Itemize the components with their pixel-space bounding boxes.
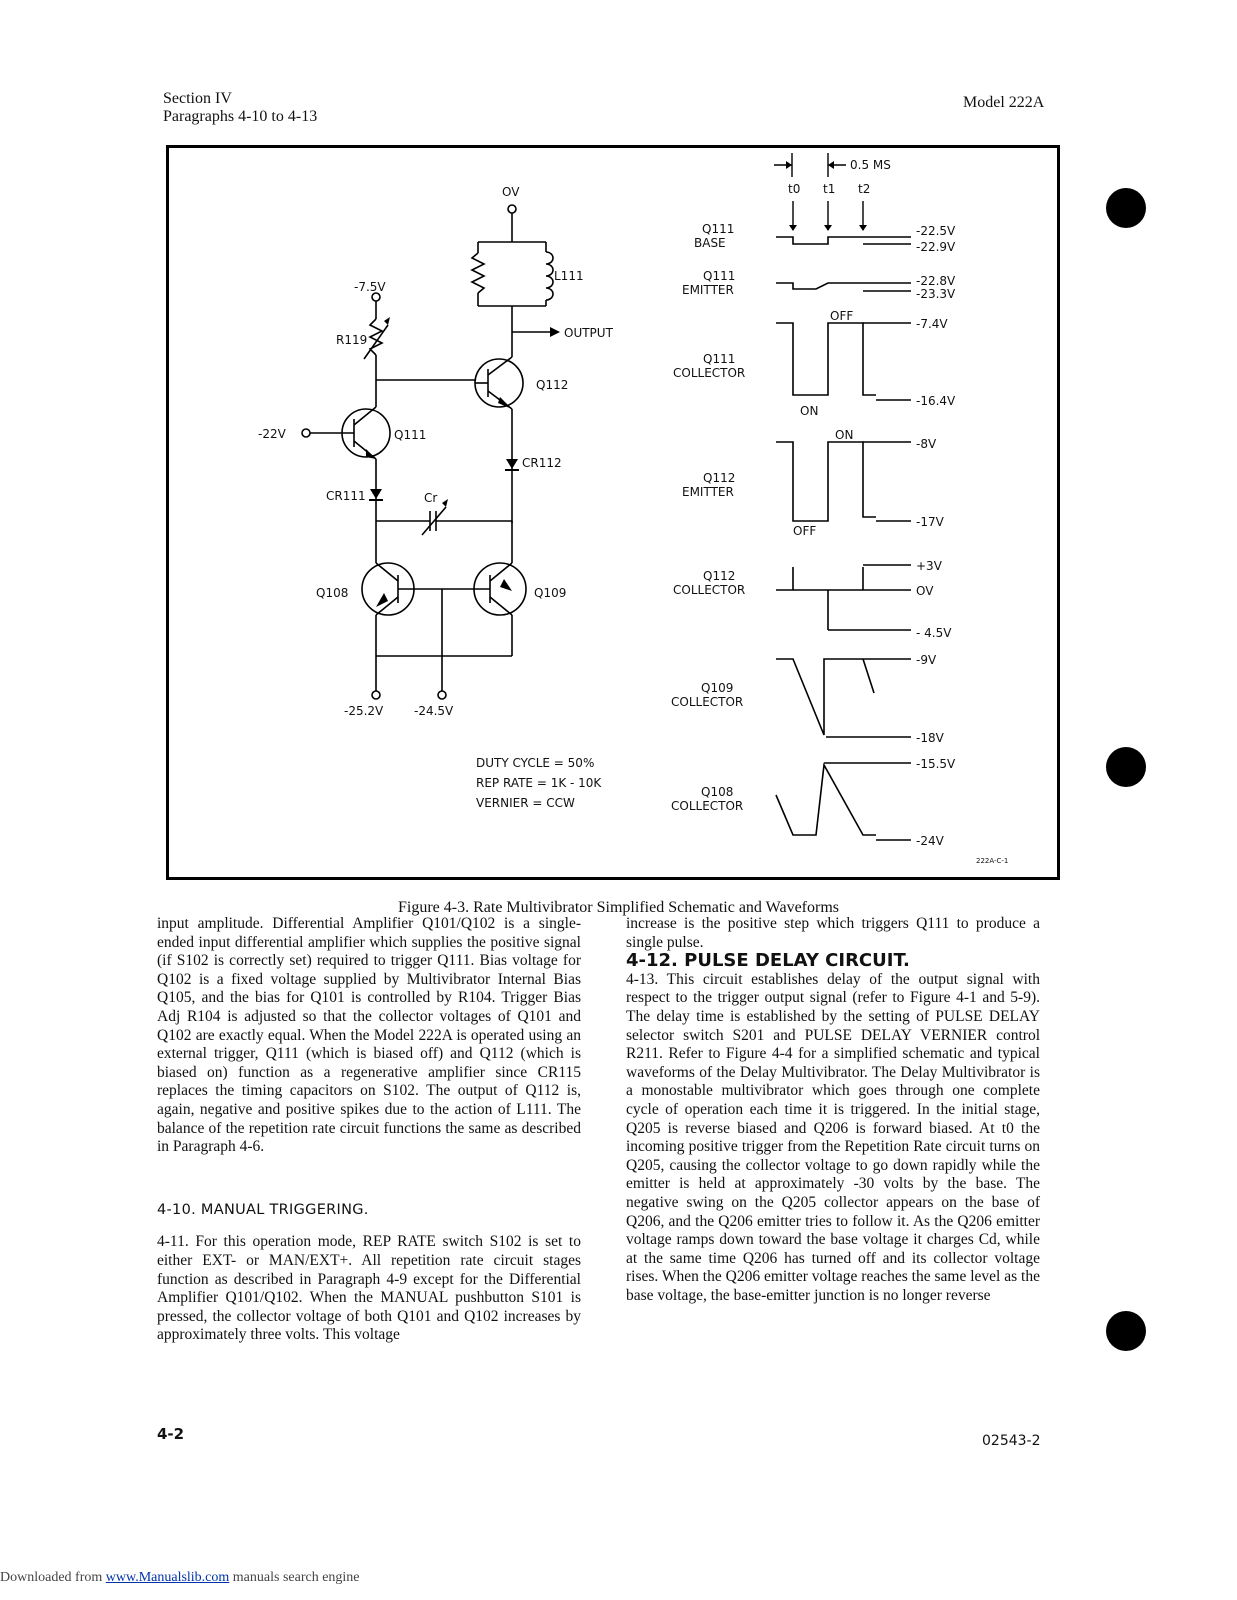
label-q109-collector-2: COLLECTOR [671, 695, 744, 709]
label-q111-collector-2: COLLECTOR [673, 366, 746, 380]
level-q112-emitter-low: -17V [916, 515, 944, 529]
wave-q111-collector [776, 323, 876, 395]
binder-hole [1106, 747, 1146, 787]
footer-prefix: Downloaded from [0, 1570, 106, 1585]
label-q112-emitter-2: EMITTER [682, 485, 734, 499]
heading-4-12: 4-12. PULSE DELAY CIRCUIT. [626, 950, 910, 972]
label-r119: R119 [336, 333, 368, 347]
label-q109-collector-1: Q109 [701, 681, 734, 695]
level-q112-collector-high: +3V [916, 559, 942, 573]
state-q111-on: ON [800, 404, 819, 418]
doc-number: 02543-2 [982, 1433, 1041, 1449]
manualslib-link[interactable]: www.Manualslib.com [105, 1570, 230, 1585]
label-q112-emitter-1: Q112 [703, 471, 736, 485]
cr111-diode [370, 489, 382, 499]
wave-q111-base [776, 237, 863, 244]
wave-q111-emitter [776, 283, 863, 289]
label-q111-base-2: BASE [694, 236, 726, 250]
label-neg252: -25.2V [344, 704, 384, 718]
label-t1: t1 [823, 182, 836, 196]
label-duty-cycle: DUTY CYCLE = 50% [476, 756, 595, 770]
waveform-traces [776, 237, 911, 840]
label-vernier: VERNIER = CCW [476, 796, 575, 810]
label-l111: L111 [554, 269, 584, 283]
paragraph-4-13: 4-13. This circuit establishes delay of the output signal with respect to the trigger output signal (refer to Figure 4-1 and 5-9). The delay time is established by the setting of PULSE DELAY selector switch S201 and PULSE DELAY VERNIER control R211. Refer to Figure 4-4 for a simplified schematic and typical waveforms of the Delay Multivibrator. The Delay Multivibrator is a monostable multivibrator which goes through one complete cycle of operation each time it is triggered. In the initial stage, Q205 is reverse biased and Q206 is forward biased. At t0 the incoming positive trigger from the Repetition Rate circuit turns on Q205, causing the collector voltage to go down rapidly while the emitter is held at approximately -30 volts by the base. The negative swing on the Q205 collector appears on the base of Q206, and the Q206 emitter tries to follow it. As the Q206 emitter voltage ramps down toward the base voltage it charges Cd, while at the same time Q206 has turned off and its collector voltage rises. When the Q206 emitter voltage reaches the same level as the base voltage, the base-emitter junction is no longer reverse [626, 970, 1040, 1304]
ov-terminal [508, 205, 516, 213]
label-output: OUTPUT [564, 326, 613, 340]
level-q112-collector-low: - 4.5V [916, 626, 952, 640]
level-q111-base-high: -22.5V [916, 224, 956, 238]
level-q111-emitter-low: -23.3V [916, 287, 956, 301]
label-cr111: CR111 [326, 489, 366, 503]
wave-q112-collector [776, 567, 876, 590]
output-arrowhead [550, 327, 560, 337]
label-q112: Q112 [536, 378, 569, 392]
cr112-diode [506, 459, 518, 469]
label-t2: t2 [858, 182, 871, 196]
resistor-r-tank [472, 253, 484, 293]
state-q112-on: ON [835, 428, 854, 442]
label-q108-collector-2: COLLECTOR [671, 799, 744, 813]
binder-hole [1106, 1311, 1146, 1351]
figure-code: 222A-C-1 [976, 857, 1009, 865]
level-q111-collector-high: -7.4V [916, 317, 948, 331]
label-time-scale: 0.5 MS [850, 158, 891, 172]
neg22-terminal [302, 429, 310, 437]
label-q109: Q109 [534, 586, 567, 600]
neg75-terminal [372, 293, 380, 301]
label-cr112: CR112 [522, 456, 562, 470]
page-number: 4-2 [157, 1425, 185, 1443]
left-column [157, 915, 581, 1345]
wave-q108-collector [776, 765, 876, 835]
level-q111-base-low: -22.9V [916, 240, 956, 254]
paragraph-4-11: 4-11. For this operation mode, REP RATE switch S102 is set to either EXT- or MAN/EXT+. All repetition rate circuit stages function as described in Paragraph 4-9 except for the Differential Amplifier Q101/Q102. When the MANUAL pushbutton S101 is pressed, the collector voltage of both Q101 and Q102 increases by approximately three volts. This voltage [157, 1233, 581, 1344]
level-q108-collector-low: -24V [916, 834, 944, 848]
figure-4-3 [166, 145, 1060, 880]
state-q111-off: OFF [830, 309, 854, 323]
q108-emitter-arrow [376, 593, 388, 607]
level-q112-emitter-high: -8V [916, 437, 937, 451]
neg245-terminal [438, 691, 446, 699]
state-q112-off: OFF [793, 524, 817, 538]
inductor-l111 [546, 252, 553, 300]
section-label: Section IV [163, 90, 232, 107]
level-q111-emitter-high: -22.8V [916, 274, 956, 288]
label-q108: Q108 [316, 586, 349, 600]
heading-4-10: 4-10. MANUAL TRIGGERING. [157, 1201, 369, 1218]
level-q109-collector-low: -18V [916, 731, 944, 745]
level-q109-collector-high: -9V [916, 653, 937, 667]
label-t0: t0 [788, 182, 801, 196]
level-q112-collector-zero: OV [916, 584, 934, 598]
label-cr: Cr [424, 491, 438, 505]
label-q111: Q111 [394, 428, 427, 442]
cr-arrow [442, 499, 448, 507]
model-label: Model 222A [963, 94, 1045, 111]
label-rep-rate: REP RATE = 1K - 10K [476, 776, 602, 790]
figure-caption: Figure 4-3. Rate Multivibrator Simplified Schematic and Waveforms [398, 899, 839, 916]
label-neg75: -7.5V [354, 280, 386, 294]
label-q112-collector-2: COLLECTOR [673, 583, 746, 597]
label-neg22: -22V [258, 427, 286, 441]
r119-arrow [384, 317, 390, 325]
wave-q112-emitter [776, 442, 876, 521]
footer-suffix: manuals search engine [229, 1570, 360, 1585]
label-neg245: -24.5V [414, 704, 454, 718]
schematic-wiring [302, 205, 553, 699]
left-lead-paragraph: input amplitude. Differential Amplifier Q101/Q102 is a single-ended input differential amplifier which supplies the positive signal (if S102 is correctly set) required to trigger Q111. Bias voltage for Q102 is a fixed voltage supplied by Multivibrator Internal Bias Q105, and the bias for Q101 is controlled by R104. Trigger Bias Adj R104 is adjusted so that the collector voltages of Q101 and Q102 are exactly equal. When the Model 222A is operated using an external trigger, Q111 (which is biased off) and Q112 (which is biased on) function as a regenerative amplifier since CR115 replaces the timing capacitors on S102. The output of Q112 is, again, negative and positive spikes due to the action of L111. The balance of the repetition rate circuit functions the same as described in Paragraph 4-6. [157, 915, 581, 1156]
level-q111-collector-low: -16.4V [916, 394, 956, 408]
label-q112-collector-1: Q112 [703, 569, 736, 583]
label-ov: OV [502, 185, 520, 199]
paragraphs-label: Paragraphs 4-10 to 4-13 [163, 108, 318, 125]
right-column [626, 915, 1040, 1305]
q109-emitter-arrow [500, 579, 512, 591]
level-q108-collector-high: -15.5V [916, 757, 956, 771]
label-q108-collector-1: Q108 [701, 785, 734, 799]
label-q111-collector-1: Q111 [703, 352, 736, 366]
label-q111-emitter-1: Q111 [703, 269, 736, 283]
label-q111-base-1: Q111 [702, 222, 735, 236]
schematic-and-waveforms [166, 145, 1060, 880]
neg252-terminal [372, 691, 380, 699]
wave-q109-collector [776, 659, 863, 735]
download-footer [0, 1570, 360, 1586]
label-q111-emitter-2: EMITTER [682, 283, 734, 297]
right-lead-paragraph: increase is the positive step which triggers Q111 to produce a single pulse. [626, 915, 1040, 951]
binder-hole [1106, 188, 1146, 228]
